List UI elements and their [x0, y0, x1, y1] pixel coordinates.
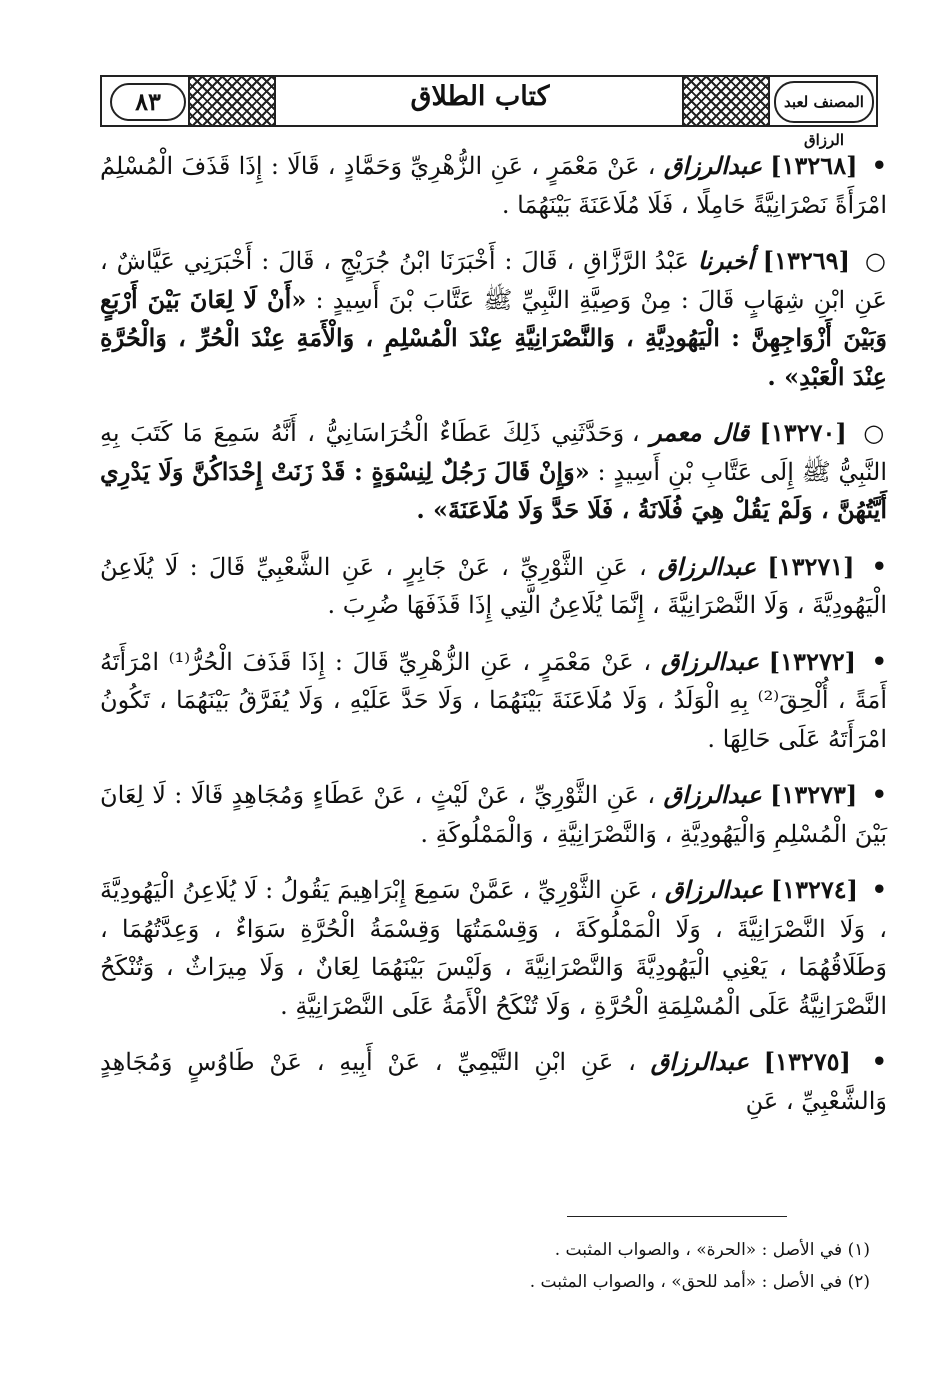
- entry-number: [١٣٢٧١]: [767, 551, 855, 581]
- entry-head: عبدالرزاق: [657, 551, 757, 581]
- entry-head: عبدالرزاق: [650, 1047, 749, 1076]
- footnotes: [530, 1234, 870, 1298]
- entry-text: عَبْدُ الرَّزَّاقِ ، قَالَ : أَخْبَرَنَا ابْنُ جُرَيْجٍ ، قَالَ : أَخْبَرَنِي عَيَّاشٌ ، عَنِ ابْنِ شِهَابٍ قَالَ : مِنْ وَصِيَّةِ النَّبِيِّ ﷺ عَتَّابَ بْنَ أَسِيدٍ :: [100, 247, 887, 314]
- hadith-entry: [100, 147, 887, 224]
- footnote: (٢) في الأصل : «أمد للحق» ، والصواب المثبت .: [529, 1272, 870, 1292]
- entry-bullet: ○: [863, 418, 887, 447]
- running-header: [100, 75, 878, 149]
- entry-bullet: •: [871, 1047, 887, 1076]
- book-badge: المصنف لعبد الرزاق: [774, 81, 874, 123]
- running-title: كتاب الطلاق: [410, 81, 550, 112]
- entry-head: أخبرنا: [697, 246, 754, 275]
- footnote-divider: [567, 1216, 787, 1217]
- entry-text: ، عَنِ الثَّوْرِيِّ ، عَنْ جَابِرٍ ، عَنِ الشَّعْبِيِّ قَالَ : لَا يُلَاعِنُ الْيَهُودِيَّةَ ، وَلَا النَّصْرَانِيَّةَ ، إِنَّمَا يُلَاعِنُ الَّتِي إِذَا قَذَفَهَا ضُرِبَ .: [100, 552, 887, 619]
- hadith-entry: [100, 414, 887, 530]
- entry-number: [١٣٢٦٩]: [762, 246, 850, 275]
- entry-bullet: •: [871, 151, 888, 180]
- entry-text: ، عَنْ مَعْمَرٍ ، عَنِ الزُّهْرِيِّ قَالَ : إِذَا قَذَفَ الْحُرُّ⁽¹⁾ امْرَأَتَهُ أَمَةً ، أُلْحِقَ⁽²⁾ بِهِ الْوَلَدُ ، وَلَا مُلَاعَنَةَ بَيْنَهُمَا ، وَلَا حَدَّ عَلَيْهِ ، وَلَا يُفَرَّقُ بَيْنَهُمَا ، تَكُونُ امْرَأَتَهُ عَلَى حَالِهَا .: [100, 647, 887, 753]
- entry-head: عبدالرزاق: [663, 151, 763, 180]
- entry-quote: «أَنْ لَا لِعَانَ بَيْنَ أَرْبَعٍ وَبَيْنَ أَزْوَاجِهِنَّ : الْيَهُودِيَّةِ ، وَالنَّصْرَانِيَّةِ عِنْدَ الْمُسْلِمِ ، وَالْأَمَةِ عِنْدَ الْحُرِّ ، وَالْحُرَّةِ عِنْدَ الْعَبْدِ» .: [100, 284, 887, 391]
- entry-text: ، عَنِ ابْنِ التَّيْمِيِّ ، عَنْ أَبِيهِ ، عَنْ طَاوُسٍ وَمُجَاهِدٍ وَالشَّعْبِيِّ ، عَنِ: [100, 1048, 887, 1115]
- entry-bullet: •: [871, 551, 887, 581]
- entry-bullet: ○: [864, 246, 888, 275]
- hadith-entry: [100, 643, 887, 759]
- entry-number: [١٣٢٧٢]: [768, 646, 856, 676]
- header-ornament-right: [682, 77, 770, 125]
- entry-number: [١٣٢٧٤]: [770, 875, 859, 904]
- entry-text: ، وَحَدَّثَنِي ذَلِكَ عَطَاءٌ الْخُرَاسَانِيُّ ، أَنَّهُ سَمِعَ مَا كَتَبَ بِهِ النَّبِيُّ ﷺ إِلَى عَتَّابِ بْنِ أَسِيدٍ :: [100, 419, 887, 486]
- entry-text: ، عَنِ الثَّوْرِيِّ ، عَمَّنْ سَمِعَ إِبْرَاهِيمَ يَقُولُ : لَا يُلَاعِنُ الْيَهُودِيَّةَ ، وَلَا النَّصْرَانِيَّةَ ، وَلَا الْمَمْلُوكَةَ ، وَقِسْمَتُهَا وَقِسْمَةُ الْحُرَّةِ سَوَاءٌ ، وَعِدَّتُهُمَا ، وَطَلَاقُهُمَا ، يَعْنِي الْيَهُودِيَّةَ وَالنَّصْرَانِيَّةَ ، وَلَيْسَ بَيْنَهُمَا لِعَانٌ ، وَلَا مِيرَاثٌ ، وَتُنْكَحُ النَّصْرَانِيَّةُ عَلَى الْمُسْلِمَةِ الْحُرَّةِ ، وَلَا تُنْكَحُ الْأَمَةُ عَلَى النَّصْرَانِيَّةِ .: [100, 876, 887, 1020]
- page-number: ٨٣: [110, 83, 186, 121]
- footnote: (١) في الأصل : «الحرة» ، والصواب المثبت .: [554, 1240, 870, 1260]
- entry-number: [١٣٢٦٨]: [770, 151, 858, 180]
- entry-text: ، عَنِ الثَّوْرِيِّ ، عَنْ لَيْثٍ ، عَنْ عَطَاءٍ وَمُجَاهِدٍ قَالَا : لَا لِعَانَ بَيْنَ الْمُسْلِمِ وَالْيَهُودِيَّةِ ، وَالنَّصْرَانِيَّةِ ، وَالْمَمْلُوكَةِ .: [100, 781, 887, 848]
- entry-number: [١٣٢٧٣]: [770, 780, 858, 809]
- entry-bullet: •: [871, 875, 887, 904]
- main-text: [100, 147, 887, 1138]
- hadith-entry: [100, 548, 887, 625]
- entry-quote: «وَإِنْ قَالَ رَجُلٌ لِنِسْوَةٍ : قَدْ زَنَتْ إِحْدَاكُنَّ وَلَا يَدْرِي أَيَّتُهُنَّ ، وَلَمْ يَقُلْ هِيَ فُلَانَةُ ، فَلَا حَدَّ وَلَا مُلَاعَنَةَ» .: [100, 456, 887, 524]
- entry-text: ، عَنْ مَعْمَرٍ ، عَنِ الزُّهْرِيِّ وَحَمَّادٍ ، قَالَا : إِذَا قَذَفَ الْمُسْلِمُ امْرَأَةً نَصْرَانِيَّةً حَامِلًا ، فَلَا مُلَاعَنَةَ بَيْنَهُمَا .: [100, 152, 887, 219]
- entry-bullet: •: [871, 646, 888, 676]
- header-ornament-left: [188, 77, 276, 125]
- entry-head: عبدالرزاق: [663, 780, 762, 809]
- entry-number: [١٣٢٧٥]: [763, 1047, 851, 1076]
- entry-head: عبدالرزاق: [664, 875, 764, 904]
- hadith-entry: [100, 871, 887, 1025]
- entry-head: قال معمر: [650, 418, 750, 447]
- hadith-entry: [100, 776, 887, 853]
- entry-bullet: •: [871, 780, 887, 809]
- hadith-entry: [100, 242, 887, 396]
- hadith-entry: [100, 1043, 887, 1120]
- entry-head: عبدالرزاق: [660, 646, 760, 676]
- entry-number: [١٣٢٧٠]: [759, 418, 847, 447]
